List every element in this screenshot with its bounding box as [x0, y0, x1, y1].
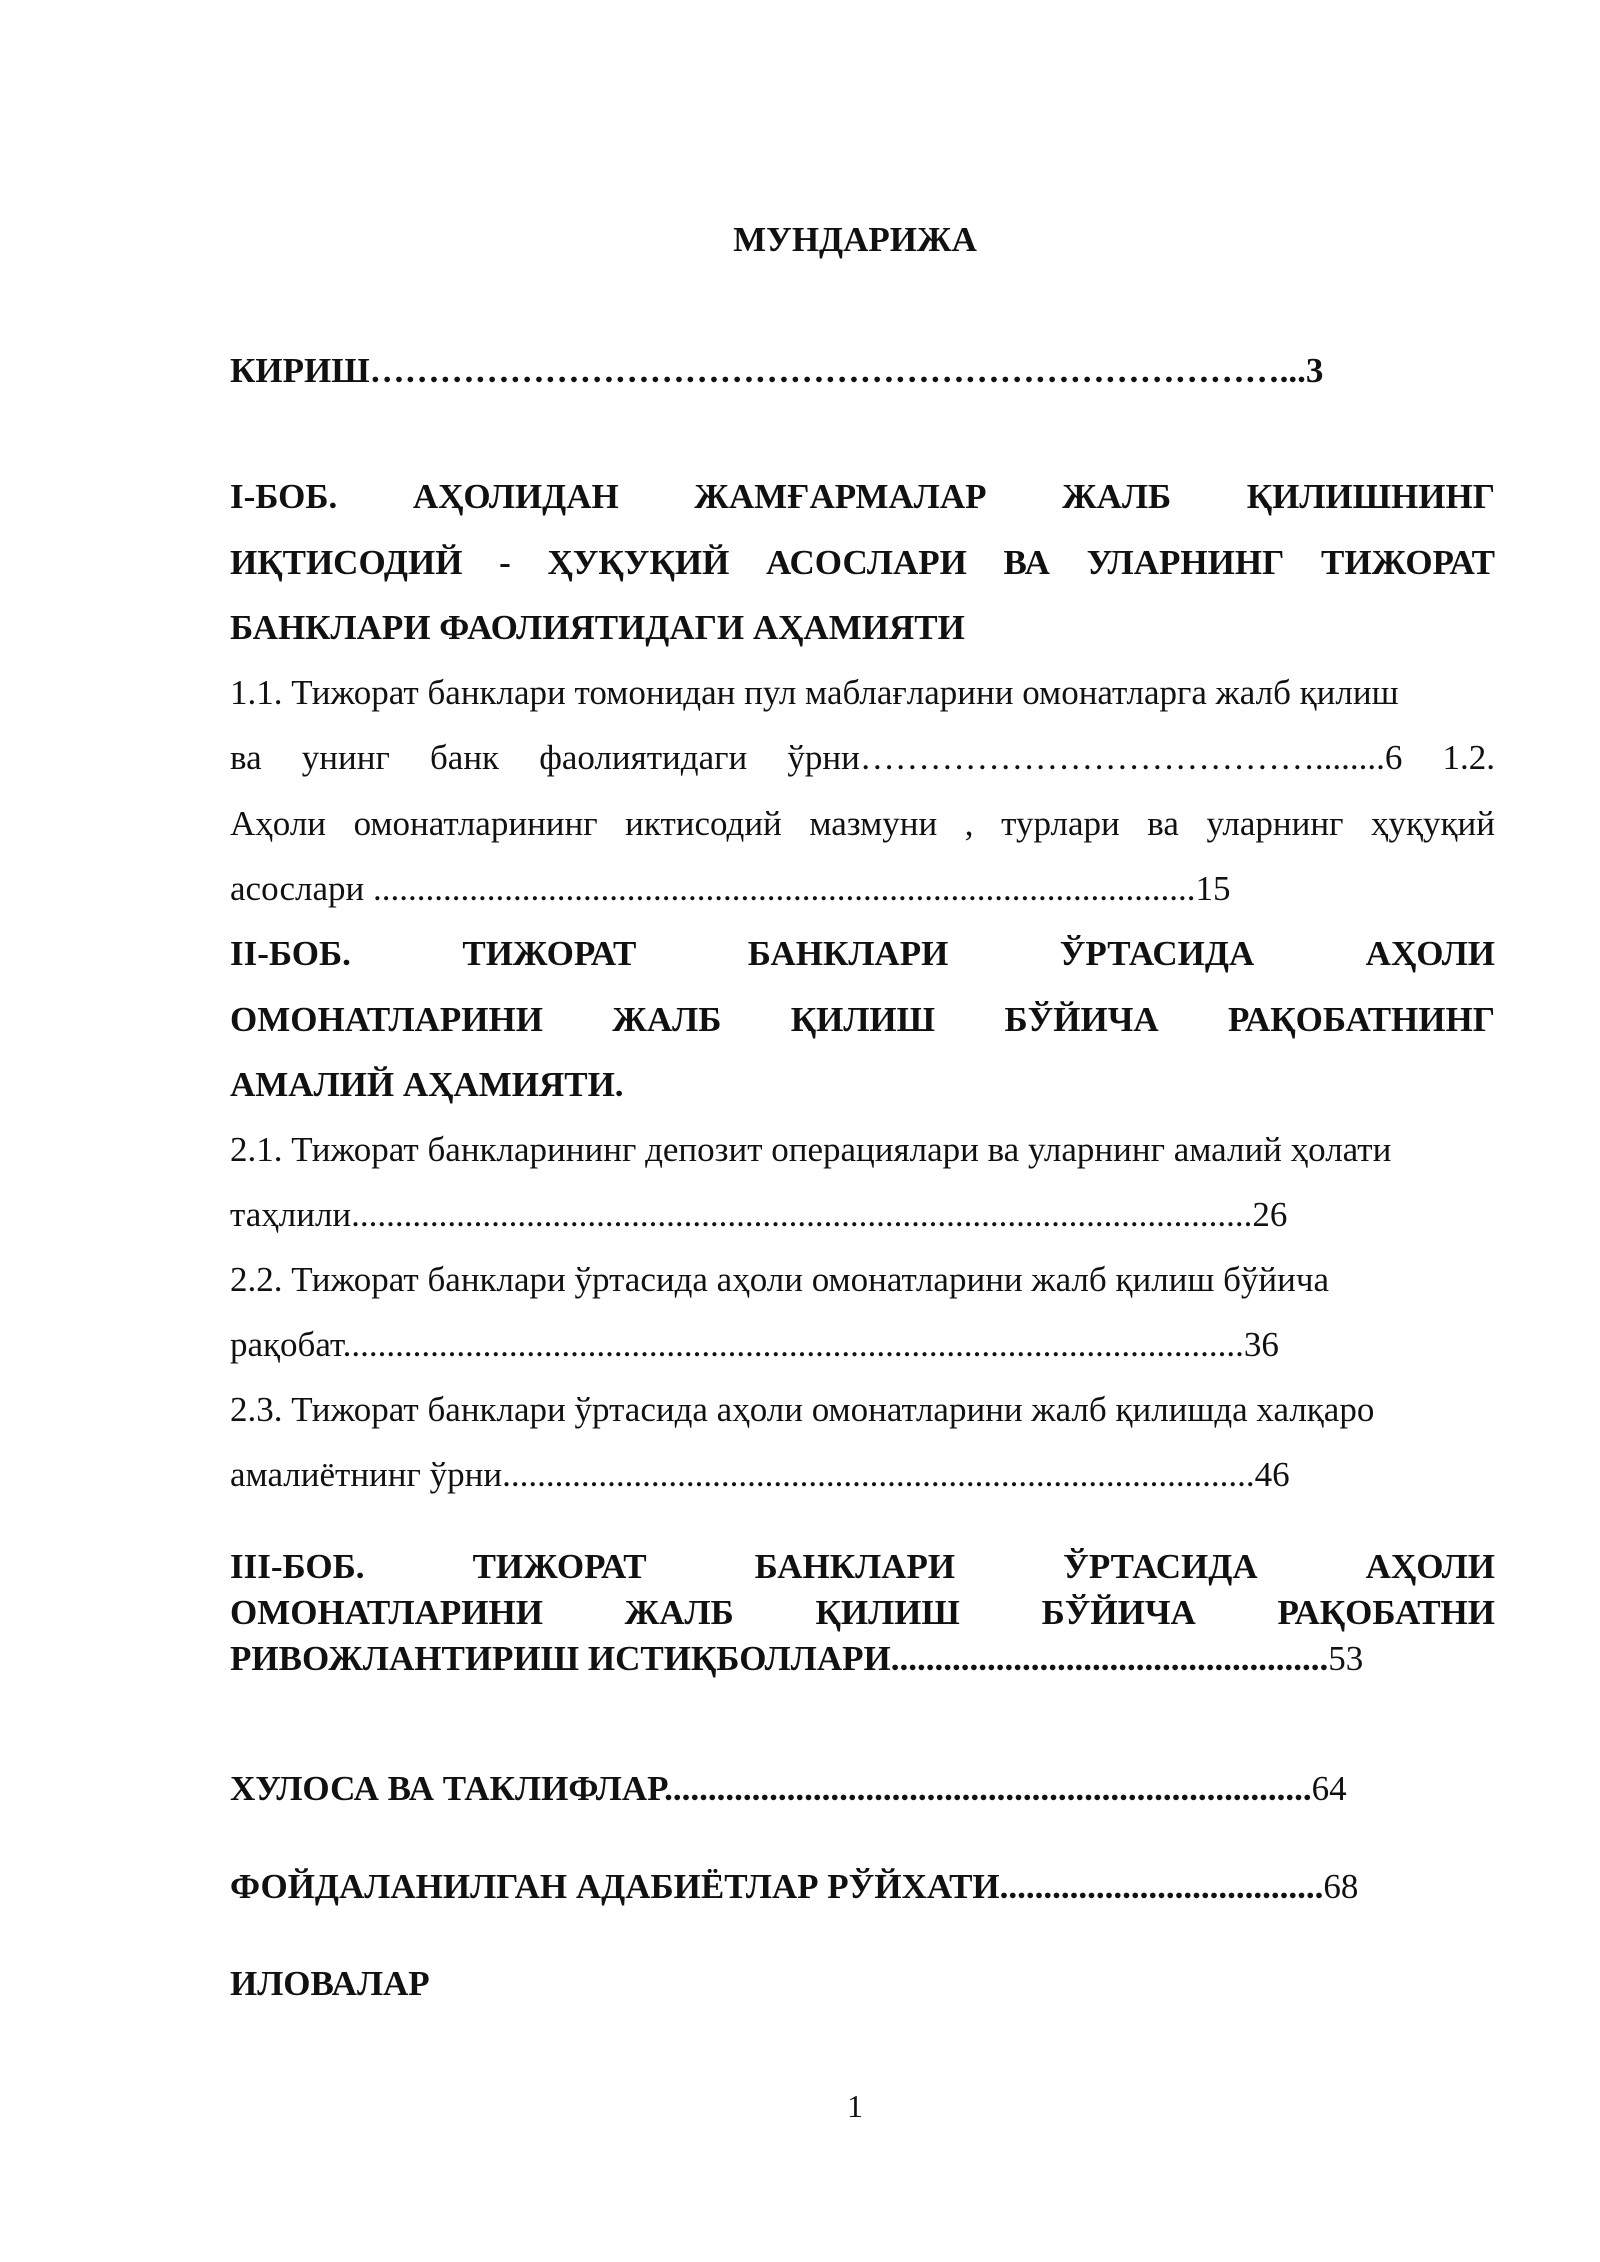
- toc-section-2-3-line1: 2.3. Тижорат банклари ўртасида аҳоли омонатларини жалб қилишда халқаро: [230, 1390, 1375, 1429]
- toc-references-title: ФОЙДАЛАНИЛГАН АДАБИЁТЛАР РЎЙХАТИ.....................................: [230, 1867, 1324, 1906]
- toc-conclusion-page: 64: [1311, 1769, 1347, 1808]
- toc-chapter3-line2: ОМОНАТЛАРИНИ ЖАЛБ ҚИЛИШ БЎЙИЧА РАҚОБАТНИ: [230, 1593, 1495, 1632]
- toc-section-2-2-line2: рақобат.......................................................................................................36: [230, 1325, 1279, 1364]
- toc-intro: КИРИШ……………………………………………………………………...3: [230, 351, 1324, 390]
- toc-chapter2-line2: ОМОНАТЛАРИНИ ЖАЛБ ҚИЛИШ БЎЙИЧА РАҚОБАТНИНГ: [230, 1000, 1495, 1039]
- toc-section-2-2-line1: 2.2. Тижорат банклари ўртасида аҳоли омонатларини жалб қилиш бўйича: [230, 1260, 1329, 1299]
- toc-references: [230, 1865, 1495, 1909]
- toc-section-1-1-line1: 1.1. Тижорат банклари томонидан пул маблағларини омонатларга жалб қилиш: [230, 673, 1399, 712]
- toc-chapter2-line3: АМАЛИЙ АҲАМИЯТИ.: [230, 1065, 624, 1104]
- toc-conclusion-title: ХУЛОСА ВА ТАКЛИФЛАР..........................................................................: [230, 1769, 1312, 1808]
- toc-section-1-1-line2: ва унинг банк фаолиятидаги ўрни…………………………………........6 1.2.: [230, 738, 1495, 777]
- toc-section-2-3-line2: амалиётнинг ўрни......................................................................................46: [230, 1455, 1290, 1494]
- toc-chapter3-line1: III-БОБ. ТИЖОРАТ БАНКЛАРИ ЎРТАСИДА АҲОЛИ: [230, 1547, 1495, 1586]
- toc-chapter1-line3: БАНКЛАРИ ФАОЛИЯТИДАГИ АҲАМИЯТИ: [230, 608, 965, 647]
- toc-chapter1-line2: ИҚТИСОДИЙ - ҲУҚУҚИЙ АСОСЛАРИ ВА УЛАРНИНГ ТИЖОРАТ: [230, 543, 1495, 582]
- toc-section-1-2-line1: Аҳоли омонатларининг иктисодий мазмуни , турлари ва уларнинг ҳуқуқий: [230, 804, 1495, 843]
- toc-references-page: 68: [1323, 1867, 1359, 1906]
- toc-chapter1-line1: I-БОБ. АҲОЛИДАН ЖАМҒАРМАЛАР ЖАЛБ ҚИЛИШНИНГ: [230, 477, 1495, 516]
- toc-chapter2-line1: II-БОБ. ТИЖОРАТ БАНКЛАРИ ЎРТАСИДА АҲОЛИ: [230, 934, 1495, 973]
- toc-chapter3-title: РИВОЖЛАНТИРИШ ИСТИҚБОЛЛАРИ..................................................: [230, 1639, 1329, 1678]
- toc-section-2-1-line1: 2.1. Тижорат банкларининг депозит операциялари ва уларнинг амалий ҳолати: [230, 1130, 1392, 1169]
- toc-chapter3-page: 53: [1328, 1639, 1364, 1678]
- page-title: МУНДАРИЖА: [733, 220, 977, 259]
- toc-appendix: ИЛОВАЛАР: [230, 1964, 430, 2003]
- toc-section-2-1-line2: таҳлили.......................................................................................................26: [230, 1195, 1288, 1234]
- toc-conclusion: [230, 1767, 1495, 1811]
- page-number: 1: [847, 2088, 863, 2124]
- toc-section-1-2-line2: асослари ..............................................................................................15: [230, 869, 1231, 908]
- toc-chapter3-line3: [230, 1637, 1495, 1681]
